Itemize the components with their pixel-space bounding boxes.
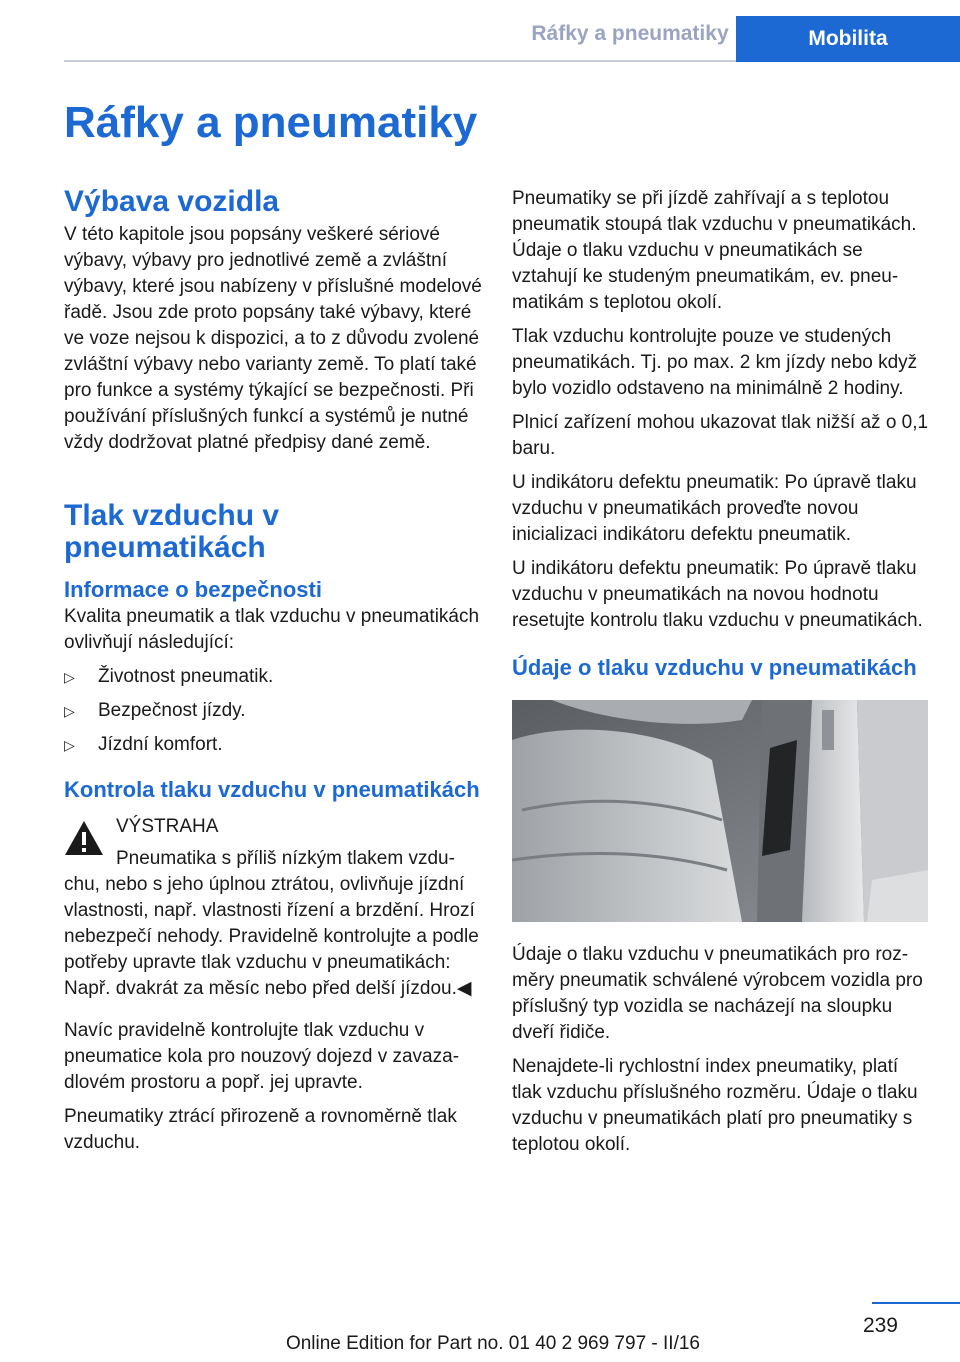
indicator-init-paragraph: U indikátoru defektu pneumatik: Po úpravě tlaku vzduchu v pneumatikách proveďte novou inicializaci indikátoru defektu pneumatik. bbox=[512, 472, 917, 545]
pressure-heading: Tlak vzduchu v pneumatikách bbox=[64, 499, 280, 564]
list-item: ▷ Bezpečnost jízdy. bbox=[64, 698, 484, 724]
effects-list bbox=[64, 664, 484, 758]
page-number: 239 bbox=[862, 1314, 898, 1337]
list-item: ▷ Životnost pneumatik. bbox=[64, 664, 484, 690]
pressure-loss-paragraph: Pneumatiky ztrácí přirozeně a rovnoměrně tlak vzduchu. bbox=[64, 1106, 457, 1153]
pressure-data-heading: Údaje o tlaku vzduchu v pneumatikách bbox=[512, 655, 917, 680]
warning-text: Pneumatika s příliš nízkým tlakem vzduchu, nebo s jeho úplnou ztrátou, ovlivňuje jízdní vlastnosti, např. vlastnosti řízení a brzdění. Hrozí nebezpečí nehody. Pravidelně kontrolujte a podle potřeby upravte tlak vzduchu v pneumatikách: Např. dvakrát za měsíc nebo před delší jízdou.◀ bbox=[64, 848, 479, 999]
warning-triangle-icon bbox=[64, 820, 104, 856]
triangle-bullet-icon: ▷ bbox=[64, 703, 75, 719]
safety-heading: Informace o bezpečnosti bbox=[64, 577, 322, 602]
door-pillar-photo bbox=[512, 700, 928, 922]
pillar-location-paragraph: Údaje o tlaku vzduchu v pneumatikách pro rozměry pneumatik schválené výrobcem vozidla pro příslušný typ vozidla se nacházejí na sloupku dveří řidiče. bbox=[512, 944, 923, 1043]
section-tab[interactable]: Ráfky a pneumatiky bbox=[531, 22, 729, 45]
chapter-tab[interactable]: Mobilita bbox=[736, 16, 960, 62]
speed-index-paragraph: Nenajdete-li rychlostní index pneumatiky, platí tlak vzduchu příslušného rozměru. Údaje o tlaku vzduchu v pneumatikách platí pro pneumatiky s teplotou okolí. bbox=[512, 1056, 918, 1155]
list-item: ▷ Jízdní komfort. bbox=[64, 732, 484, 758]
page-title: Ráfky a pneumatiky bbox=[64, 98, 478, 147]
check-heading: Kontrola tlaku vzduchu v pneumatikách bbox=[64, 777, 480, 802]
footer-rule bbox=[872, 1302, 960, 1304]
triangle-bullet-icon: ▷ bbox=[64, 669, 75, 685]
warning-label: VÝSTRAHA bbox=[116, 816, 219, 837]
indicator-reset-paragraph: U indikátoru defektu pneumatik: Po úpravě tlaku vzduchu v pneumatikách na novou hodnotu resetujte kontrolu tlaku vzduchu v pneumatikách. bbox=[512, 558, 923, 631]
equipment-heading: Výbava vozidla bbox=[64, 185, 280, 218]
cold-check-paragraph: Tlak vzduchu kontrolujte pouze ve studených pneumatikách. Tj. po max. 2 km jízdy nebo když bylo vozidlo odstaveno na minimálně 2 hodiny. bbox=[512, 326, 918, 399]
equipment-paragraph: V této kapitole jsou popsány veškeré sériové výbavy, výbavy pro jednotlivé země a zvláštní výbavy, které jsou nabízeny v příslušné modelové řadě. Jsou zde proto popsány také výbavy, které ve voze nejsou k dispozici, a to z důvodu zvolené zvláštní výbavy nebo varianty země. To platí také pro funkce a systémy týkající se bezpečnosti. Při používání příslušných funkcí a systémů je nutné vždy dodržovat platné předpisy dané země. bbox=[64, 224, 482, 453]
spare-paragraph: Navíc pravidelně kontrolujte tlak vzduchu v pneumatice kola pro nouzový dojezd v zavazadlovém prostoru a popř. jej upravte. bbox=[64, 1020, 460, 1093]
safety-paragraph: Kvalita pneumatik a tlak vzduchu v pneumatikách ovlivňují následující: bbox=[64, 606, 480, 653]
heat-paragraph: Pneumatiky se při jízdě zahřívají a s teplotou pneumatik stoupá tlak vzduchu v pneumatikách. Údaje o tlaku vzduchu v pneumatikách se vztahují ke studeným pneumatikám, ev. pneumatikám s teplotou okolí. bbox=[512, 188, 917, 313]
warning-box bbox=[64, 814, 484, 1002]
edition-footer: Online Edition for Part no. 01 40 2 969 797 - II/16 bbox=[285, 1333, 700, 1354]
filling-device-paragraph: Plnicí zařízení mohou ukazovat tlak nižší až o 0,1 baru. bbox=[512, 412, 929, 459]
right-column bbox=[512, 186, 932, 1158]
triangle-bullet-icon: ▷ bbox=[64, 737, 75, 753]
left-column bbox=[64, 186, 484, 1156]
